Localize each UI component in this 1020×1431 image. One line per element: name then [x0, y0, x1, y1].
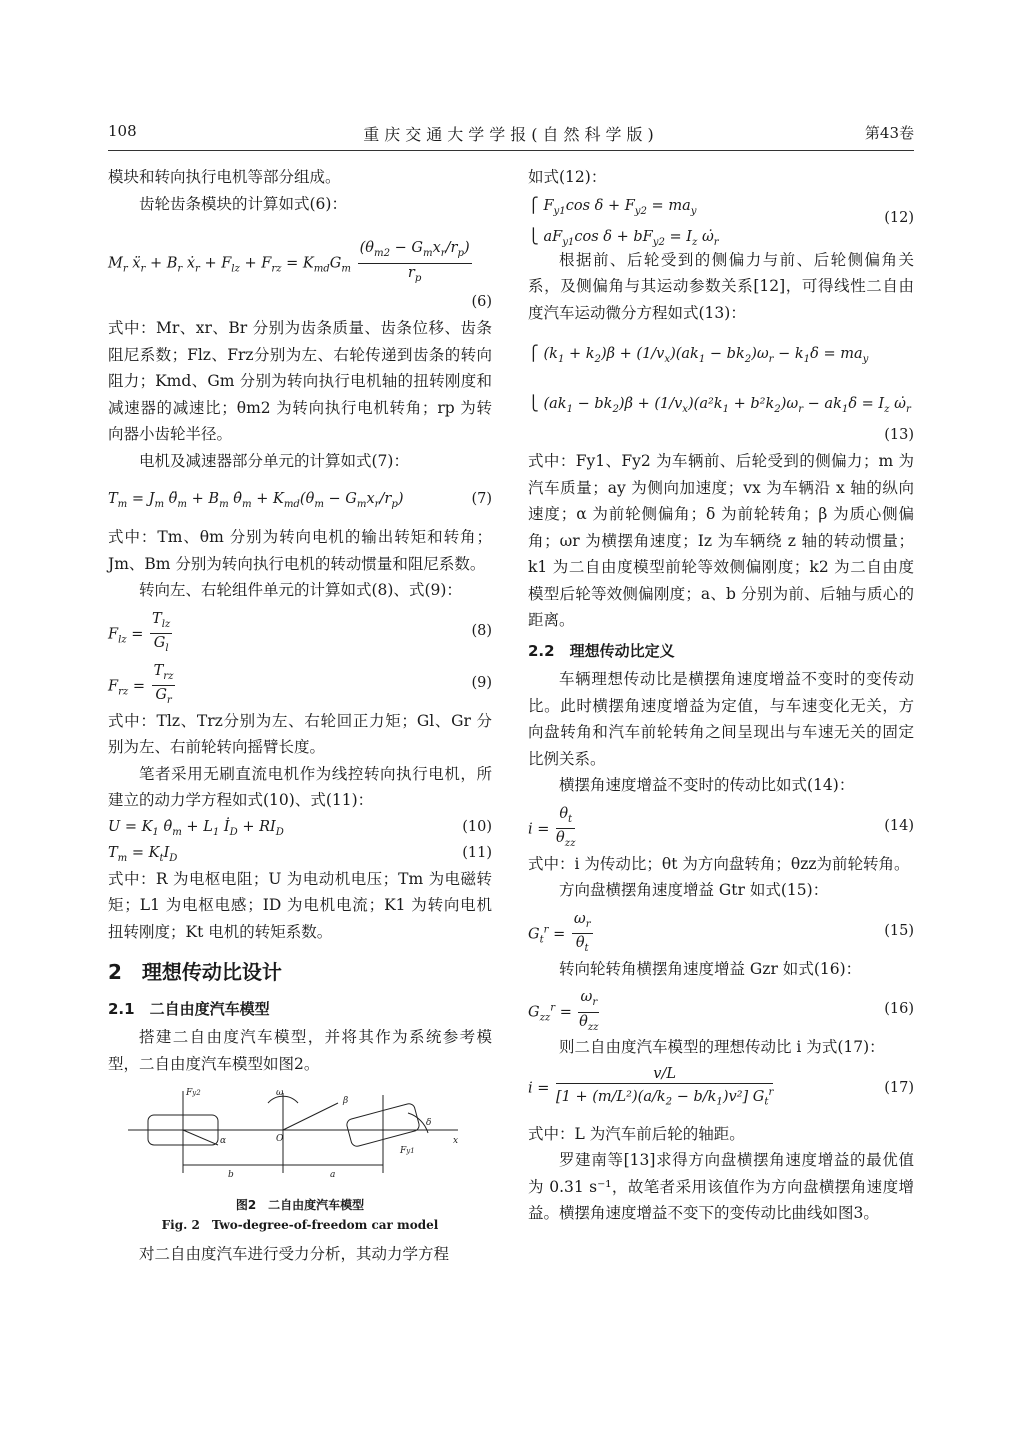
paragraph: 式中：R 为电枢电阻；U 为电动机电压；Tm 为电磁转矩；L1 为电枢电感；ID 为电机电流；K1 为转向电机扭转刚度；Kt 电机的转矩系数。 — [108, 869, 492, 941]
equation-number: (9) — [471, 674, 492, 691]
paragraph: 搭建二自由度汽车模型，并将其作为系统参考模型，二自由度汽车模型如图2。 — [108, 1028, 492, 1073]
paragraph: 如式(12)： — [528, 168, 607, 186]
paragraph: 对二自由度汽车进行受力分析，其动力学方程 — [139, 1245, 450, 1263]
svg-text:x: x — [453, 1136, 459, 1146]
subsection-heading: 2.1 二自由度汽车模型 — [108, 999, 270, 1018]
equation-number: (14) — [884, 817, 914, 834]
paragraph: 式中：Mr、xr、Br 分别为齿条质量、齿条位移、齿条阻尼系数；Flz、Frz分别为左、右轮传递到齿条的转向阻力；Kmd、Gm 分别为转向执行电机轴的扭转刚度和减速器的减速比；θm2 为转向执行电机转角；rp 为转向器小齿轮半径。 — [108, 319, 492, 443]
page-number: 108 — [108, 122, 137, 140]
equation-8: $F_{lz}$ = $\frac{T_{lz}}{G_l}$ (8) — [108, 610, 492, 655]
equation-number: (17) — [884, 1079, 914, 1096]
section-heading: 2 理想传动比设计 — [108, 960, 282, 984]
paragraph: 笔者采用无刷直流电机作为线控转向执行电机，所建立的动力学方程如式(10)、式(11)： — [108, 764, 492, 809]
paragraph: 方向盘横摆角速度增益 Gtr 如式(15)： — [559, 881, 829, 899]
equation-number: (16) — [884, 1001, 914, 1017]
equation-15: $G_t^r$ = $\frac{\omega_r}{\theta_t}$ (15) — [528, 910, 914, 955]
equation-9: $F_{rz}$ = $\frac{T_{rz}}{G_r}$ (9) — [108, 662, 492, 707]
paragraph: 罗建南等[13]求得方向盘横摆角速度增益的最优值为 0.31 s⁻¹，故笔者采用该值作为方向盘横摆角速度增益。横摆角速度增益不变下的变传动比曲线如图3。 — [528, 1151, 914, 1222]
left-column — [108, 164, 492, 1268]
svg-text:a: a — [330, 1170, 336, 1180]
equation-13-number-row — [528, 422, 914, 448]
equation-10: $U = K_1$ $\thetȧ_m + L_1$ $İ_D + RI_D$ (10) — [108, 814, 492, 840]
paragraph: 式中：Tlz、Trz分别为左、右轮回正力矩；Gl、Gr 分别为左、右前轮转向摇臂长度。 — [108, 711, 492, 756]
figure-2 — [108, 1083, 492, 1195]
equation-14: i = $\frac{\theta_t}{\theta_{zz}}$ (14) — [528, 805, 914, 850]
subsection-heading: 2.2 理想传动比定义 — [528, 641, 675, 660]
paragraph: 式中：i 为传动比；θt 为方向盘转角；θzz为前轮转角。 — [528, 854, 910, 873]
svg-text:O: O — [276, 1134, 284, 1144]
svg-text:Fy1: Fy1 — [400, 1146, 415, 1156]
paragraph: 式中：Tm、θm 分别为转向电机的输出转矩和转角；Jm、Bm 分别为转向执行电机的转动惯量和阻尼系数。 — [108, 528, 492, 573]
svg-text:b: b — [228, 1170, 234, 1180]
equation-13: ⎧ $(k_1 + k_2)\beta + (1/v_x)(ak_1 - bk_2)\omega_r - k_1\delta = ma_y$ ⎩ $(ak_1 - bk_2)\beta + (1/v_x)(a^2k_1 + b^2k_2)\omega_r - ak_1\delta = I_z$ $\omegȧ_r$ — [528, 346, 911, 415]
journal-title: 重庆交通大学学报(自然科学版) — [363, 125, 659, 144]
equation-number: (8) — [471, 622, 492, 639]
figure-caption-en: Fig. 2 Two-degree-of-freedom car model — [161, 1218, 439, 1232]
equation-number: (12) — [884, 209, 914, 226]
equation-number: (15) — [884, 922, 914, 939]
paragraph: 根据前、后轮受到的侧偏力与前、后轮侧偏角关系，及侧偏角与其运动参数关系[12]，可得线性二自由度汽车运动微分方程如式(13)： — [528, 250, 914, 322]
equation-6: $M_r$ ẍ$_r$ + $B_r$ ẋ$_r$ + $F_{lz} + F_{rz} = K_{md}G_m$ $\frac{(\theta_{m2} - G_mx_r/r_p)}{r_p}$ — [108, 240, 470, 284]
svg-text:ω: ω — [276, 1088, 284, 1098]
velocity-vector — [283, 1103, 338, 1130]
paragraph: 转向左、右轮组件单元的计算如式(8)、式(9)： — [139, 581, 462, 599]
svg-text:δ: δ — [426, 1118, 432, 1128]
volume-label: 第43卷 — [864, 124, 914, 142]
equation-6-number-row — [108, 289, 492, 315]
paragraph: 模块和转向执行电机等部分组成。 — [108, 168, 341, 186]
svg-text:β: β — [343, 1096, 349, 1106]
rear-force-arrow — [183, 1130, 218, 1145]
paragraph: 车辆理想传动比是横摆角速度增益不变时的变传动比。此时横摆角速度增益为定值，与车速变化无关，方向盘转角和汽车前轮转角之间呈现出与车速无关的固定比例关系。 — [528, 670, 914, 768]
car-model-diagram — [108, 1083, 492, 1195]
equation-16: $G_{zz}^r$ = $\frac{\omega_r}{\theta_{zz}}$ (16) — [528, 989, 914, 1033]
equation-number: (13) — [884, 427, 914, 443]
equation-11: $T_m = K_tI_D$ (11) — [108, 840, 492, 866]
equation-number: (7) — [471, 491, 492, 507]
equation-number: (6) — [471, 294, 492, 310]
figure-caption-cn: 图2 二自由度汽车模型 — [235, 1198, 365, 1212]
equation-number: (10) — [462, 818, 492, 835]
right-column — [528, 164, 914, 1227]
equation-17: i = $\frac{v/L}{[1 + (m/L^2)(a/k_2 - b/k_1)v^2] G_t^r}$ (17) — [528, 1065, 914, 1108]
paragraph: 齿轮齿条模块的计算如式(6)： — [139, 194, 347, 213]
paragraph: 则二自由度汽车模型的理想传动比 i 为式(17)： — [559, 1038, 885, 1056]
paragraph: 横摆角速度增益不变时的传动比如式(14)： — [559, 776, 855, 794]
paragraph: 转向轮转角横摆角速度增益 Gzr 如式(16)： — [559, 959, 862, 978]
svg-text:Fy2: Fy2 — [186, 1088, 201, 1098]
svg-text:α: α — [220, 1136, 227, 1146]
equation-12: ⎧ $F_{y1}\cos$ $\delta + F_{y2} = ma_y$ ⎩ $aF_{y1}\cos$ $\delta + bF_{y2} = I_z$ $\omegȧ_r$ (12) — [528, 197, 914, 249]
paragraph: 式中：L 为汽车前后轮的轴距。 — [528, 1124, 745, 1143]
equation-7: $T_m = J_m$ $\thetä_m + B_m$ $\thetȧ_m + K_{md}(\theta_m - G_mx_r/r_p)$ (7) — [108, 474, 492, 524]
paragraph: 式中：Fy1、Fy2 为车辆前、后轮受到的侧偏力；m 为汽车质量；ay 为侧向加速度；vx 为车辆沿 x 轴的纵向速度；α 为前轮侧偏角；δ 为前轮转角；β 为质心侧偏角；ωr 为横摆角速度；Iz 为车辆绕 z 轴的转动惯量；k1 为二自由度模型前轮等效侧偏刚度；k2 为二自由度模型后轮等效侧偏刚度；a、b 分别为前、后轴与质心的距离。 — [528, 452, 914, 629]
paragraph: 电机及减速器部分单元的计算如式(7)： — [139, 451, 409, 470]
page-header — [108, 122, 914, 151]
equation-number: (11) — [462, 844, 492, 861]
